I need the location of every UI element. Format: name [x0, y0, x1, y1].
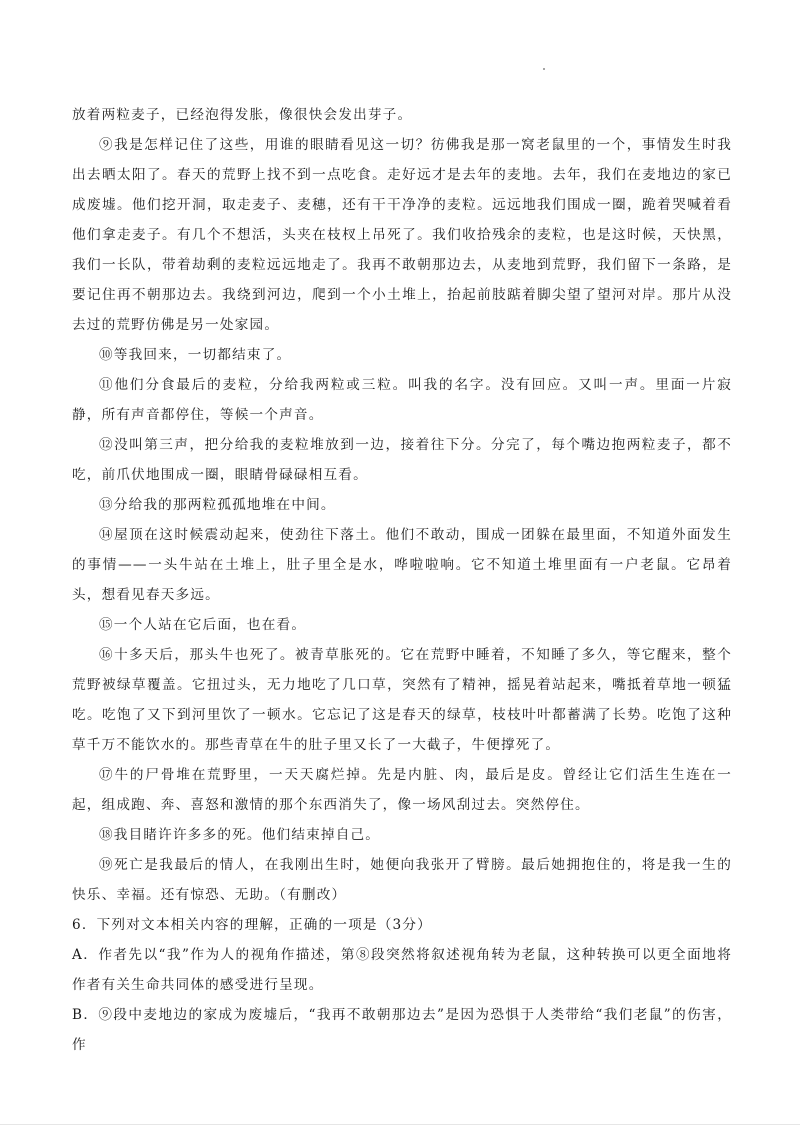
option-a: A．作者先以“我”作为人的视角作描述，第⑧段突然将叙述视角转为老鼠，这种转换可以更全面地将作者有关生命共同体的感受进行呈现。: [72, 947, 732, 993]
paragraph-continuation: 放着两粒麦子，已经泡得发胀，像很快会发出芽子。: [72, 107, 413, 123]
paragraph-12: ⑫没叫第三声，把分给我的麦粒堆放到一边，接着往下分。分完了，每个嘴边抱两粒麦子，都不吃，前爪伏地围成一圈，眼睛骨碌碌相互看。: [72, 437, 732, 483]
paragraph-17: ⑰牛的尸骨堆在荒野里，一天天腐烂掉。先是内脏、肉，最后是皮。曾经让它们活生生连在一起，组成跑、奔、喜怒和激情的那个东西消失了，像一场风刮过去。突然停住。: [72, 767, 732, 813]
scan-dot: [543, 68, 545, 70]
question-stem: 6．下列对文本相关内容的理解，正确的一项是（3分）: [72, 917, 432, 933]
paragraph-15: ⑮一个人站在它后面，也在看。: [99, 617, 307, 633]
paragraph-19: ⑲死亡是我最后的情人，在我刚出生时，她便向我张开了臂膀。最后她拥抱住的，将是我一生的快乐、幸福。还有惊恐、无助。（有删改）: [72, 857, 732, 903]
document-page: [72, 100, 732, 1060]
page-edge: [0, 1124, 800, 1125]
paragraph-14: ⑭屋顶在这时候震动起来，使劲往下落土。他们不敢动，围成一团躲在最里面，不知道外面发生的事情——一头牛站在土堆上，肚子里全是水，哗啦啦响。它不知道土堆里面有一户老鼠。它昂着头，想看见春天多远。: [72, 527, 732, 603]
question-6: [72, 910, 732, 1060]
paragraph-13: ⑬分给我的那两粒孤孤地堆在中间。: [99, 497, 336, 513]
paragraph-11: ⑪他们分食最后的麦粒，分给我两粒或三粒。叫我的名字。没有回应。又叫一声。里面一片寂静，所有声音都停住，等候一个声音。: [72, 377, 732, 423]
option-b: B．⑨段中麦地边的家成为废墟后，“我再不敢朝那边去”是因为恐惧于人类带给“我们老鼠”的伤害，作: [72, 1007, 732, 1053]
paragraph-9: ⑨我是怎样记住了这些，用谁的眼睛看见这一切？彷佛我是那一窝老鼠里的一个，事情发生时我出去晒太阳了。春天的荒野上找不到一点吃食。走好远才是去年的麦地。去年，我们在麦地边的家已成废墟。他们挖开洞，取走麦子、麦穗，还有干干净净的麦粒。远远地我们围成一圈，跪着哭喊着看他们拿走麦子。有几个不想活，头夹在枝杈上吊死了。我们收拾残余的麦粒，也是这时候，天快黑，我们一长队，带着劫剩的麦粒远远地走了。我再不敢朝那边去，从麦地到荒野，我们留下一条路，是要记住再不朝那边去。我绕到河边，爬到一个小土堆上，抬起前肢踮着脚尖望了望河对岸。那片从没去过的荒野仿佛是另一处家园。: [72, 137, 732, 333]
paragraph-18: ⑱我目睹许许多多的死。他们结束掉自己。: [99, 827, 381, 843]
paragraph-16: ⑯十多天后，那头牛也死了。被青草胀死的。它在荒野中睡着，不知睡了多久，等它醒来，整个荒野被绿草覆盖。它扭过头，无力地吃了几口草，突然有了精神，摇晃着站起来，嘴抵着草地一顿猛吃。吃饱了又下到河里饮了一顿水。它忘记了这是春天的绿草，枝枝叶叶都蓄满了长势。吃饱了这种草千万不能饮水的。那些青草在牛的肚子里又长了一大截子，牛便撑死了。: [72, 647, 732, 753]
paragraph-10: ⑩等我回来，一切都结束了。: [99, 347, 292, 363]
